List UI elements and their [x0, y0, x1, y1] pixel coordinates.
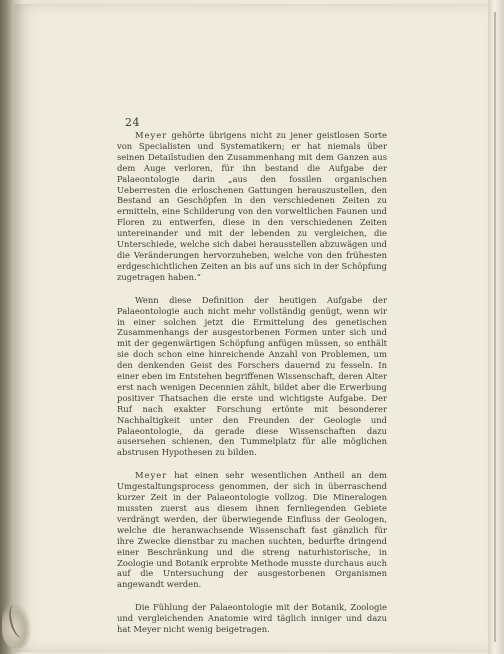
paragraph-text: hat einen sehr wesentlichen Antheil an dem Umgestaltungsprocess genommen, der sich in überraschend kurzer Zeit in der Palaeontologie vollzog. Die Mineralogen mussten zuerst aus diesem ihnen fernliegenden Gebiete verdrängt werden, der überwiegende Einfluss der Geologen, welche die heranwachsende Wissenschaft fast gänzlich für ihre Zwecke dienstbar zu machen suchten, bedurfte dringend einer Beschränkung und die streng naturhistorische, in Zoologie und Botanik erprobte Methode musste durchaus auch auf die Untersuchung der ausgestorbenen Organismen angewandt werden.: [117, 470, 387, 590]
paragraph-2: [117, 295, 387, 459]
paragraph-1: [117, 130, 387, 283]
page-corner-curl: [2, 602, 32, 648]
page-number: 24: [125, 116, 140, 129]
page-edge: [488, 0, 504, 654]
body-text: [117, 130, 387, 647]
page-edge-line: [494, 12, 496, 642]
paragraph-text: Die Fühlung der Palaeontologie mit der Botanik, Zoologie und vergleichenden Anatomie wird täglich inniger und dazu hat Meyer nicht wenig beigetragen.: [117, 602, 387, 635]
paragraph-3: [117, 470, 387, 590]
name-meyer: Meyer: [135, 470, 168, 481]
name-meyer: Meyer: [135, 130, 168, 140]
page-curl-shadow: [6, 603, 30, 640]
paragraph-text: gehörte übrigens nicht zu jener geistlosen Sorte von Specialisten und Systematikern; er hat niemals über seinen Detailstudien den Zusammenhang mit dem Ganzen aus dem Auge verloren, für ihn bestand die Aufgabe der Palaeontologie darin „aus den fossilen organischen Ueberresten die erloschenen Gattungen herauszustellen, den Bestand an Geschöpfen in den verschiedenen Zeiten zu ermitteln, eine Schilderung von den vorweltlichen Faunen und Floren zu entwerfen, diese in den verschiedenen Zeiten untereinander und mit der lebenden zu vergleichen, die Unterschiede, welche sich dabei herausstellen abzuwägen und die Veränderungen hervorzuheben, welche von den frühesten erdgeschichtlichen Zeiten an bis auf uns sich in der Schöpfung zugetragen haben.“: [117, 130, 387, 282]
paragraph-4: [117, 602, 387, 635]
paragraph-text: Wenn diese Definition der heutigen Aufgabe der Palaeontologie auch nicht mehr vollständig genügt, wenn wir in einer solchen jetzt die Ermittelung des genetischen Zusammenhangs der ausgestorbenen Formen unter sich und mit der gegenwärtigen Schöpfung anfügen müssen, so enthält sie doch schon eine hinreichende Anzahl von Problemen, um den denkenden Geist des Forschers dauernd zu fesseln. In einer eben im Entstehen begriffenen Wissenschaft, deren Alter erst nach wenigen Decennien zählt, bildet aber die Erwerbung positiver Thatsachen die erste und wichtigste Aufgabe. Der Ruf nach exakter Forschung ertönte mit besonderer Nachhaltigkeit unter den Freunden der Geologie und Palaeontologie, da gerade diese Wissenschaften dazu ausersehen schienen, den Tummelplatz für alle möglichen abstrusen Hypothesen zu bilden.: [117, 294, 387, 458]
